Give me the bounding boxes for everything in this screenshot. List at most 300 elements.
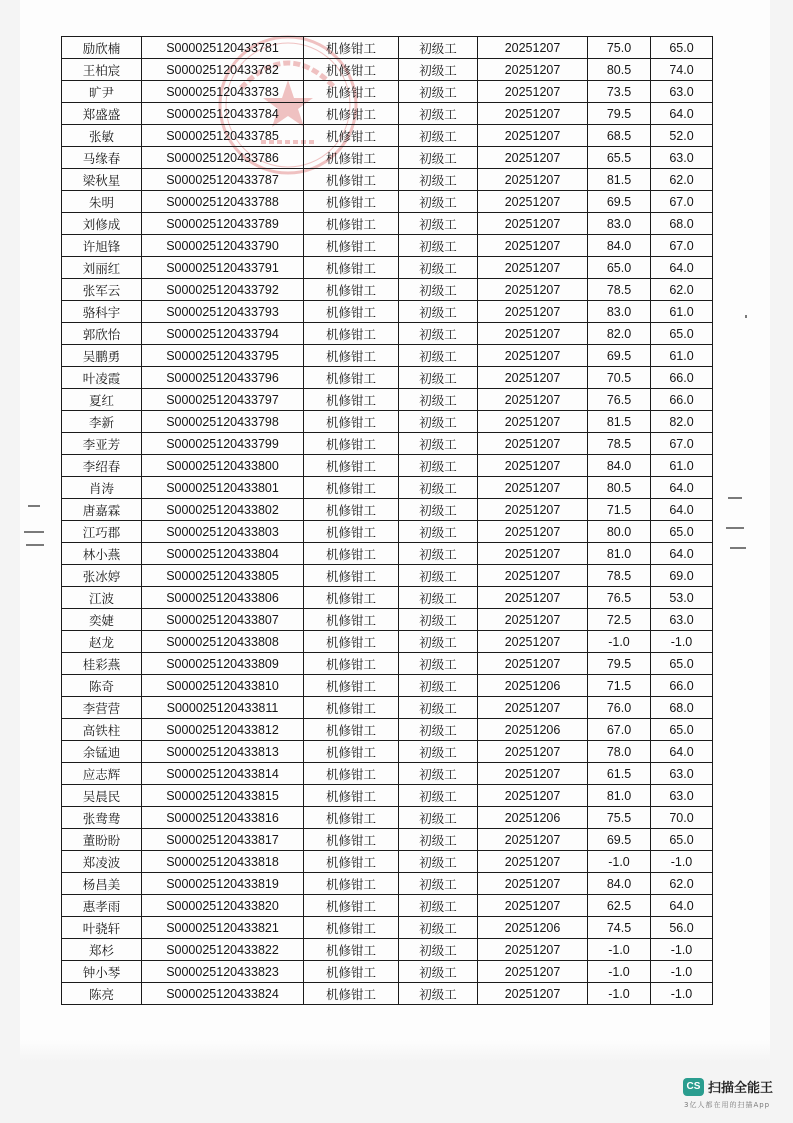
table-row: [62, 455, 713, 477]
practical-score: 67.0: [651, 191, 713, 213]
theory-score: 67.0: [588, 719, 651, 741]
exam-date: 20251207: [478, 763, 588, 785]
theory-score: 81.5: [588, 169, 651, 191]
practical-score: 66.0: [651, 367, 713, 389]
practical-score: 53.0: [651, 587, 713, 609]
theory-score: 81.5: [588, 411, 651, 433]
theory-score: 78.5: [588, 433, 651, 455]
skill-level: 初级工: [399, 37, 478, 59]
practical-score: 64.0: [651, 103, 713, 125]
practical-score: 65.0: [651, 37, 713, 59]
practical-score: 70.0: [651, 807, 713, 829]
job-type: 机修钳工: [304, 895, 399, 917]
theory-score: 79.5: [588, 653, 651, 675]
exam-date: 20251207: [478, 939, 588, 961]
practical-score: 62.0: [651, 873, 713, 895]
practical-score: 65.0: [651, 719, 713, 741]
scanner-tagline: 3亿人都在用的扫描App: [684, 1101, 771, 1109]
certificate-number: S000025120433785: [142, 125, 304, 147]
job-type: 机修钳工: [304, 301, 399, 323]
exam-date: 20251207: [478, 345, 588, 367]
job-type: 机修钳工: [304, 565, 399, 587]
candidate-name: 许旭锋: [62, 235, 142, 257]
practical-score: 68.0: [651, 697, 713, 719]
certificate-number: S000025120433817: [142, 829, 304, 851]
table-row: [62, 653, 713, 675]
skill-level: 初级工: [399, 257, 478, 279]
theory-score: 84.0: [588, 873, 651, 895]
exam-date: 20251207: [478, 279, 588, 301]
certificate-number: S000025120433781: [142, 37, 304, 59]
certificate-number: S000025120433791: [142, 257, 304, 279]
practical-score: -1.0: [651, 983, 713, 1005]
exam-date: 20251207: [478, 741, 588, 763]
practical-score: 63.0: [651, 785, 713, 807]
practical-score: 69.0: [651, 565, 713, 587]
candidate-name: 夏红: [62, 389, 142, 411]
candidate-name: 江巧郡: [62, 521, 142, 543]
table-row: [62, 565, 713, 587]
theory-score: 80.5: [588, 477, 651, 499]
candidate-name: 陈亮: [62, 983, 142, 1005]
skill-level: 初级工: [399, 983, 478, 1005]
table-row: [62, 37, 713, 59]
exam-date: 20251207: [478, 389, 588, 411]
certificate-number: S000025120433814: [142, 763, 304, 785]
theory-score: 78.5: [588, 279, 651, 301]
job-type: 机修钳工: [304, 675, 399, 697]
candidate-name: 李新: [62, 411, 142, 433]
table-row: [62, 235, 713, 257]
theory-score: 75.5: [588, 807, 651, 829]
theory-score: 69.5: [588, 345, 651, 367]
theory-score: 76.5: [588, 587, 651, 609]
scanner-brand-name: 扫描全能王: [708, 1081, 774, 1096]
skill-level: 初级工: [399, 741, 478, 763]
practical-score: 64.0: [651, 543, 713, 565]
theory-score: 65.5: [588, 147, 651, 169]
skill-level: 初级工: [399, 763, 478, 785]
theory-score: 72.5: [588, 609, 651, 631]
table-row: [62, 609, 713, 631]
practical-score: 63.0: [651, 763, 713, 785]
practical-score: -1.0: [651, 961, 713, 983]
exam-date: 20251207: [478, 147, 588, 169]
job-type: 机修钳工: [304, 389, 399, 411]
candidate-name: 惠孝雨: [62, 895, 142, 917]
theory-score: 81.0: [588, 543, 651, 565]
candidate-name: 朱明: [62, 191, 142, 213]
table-row: [62, 81, 713, 103]
theory-score: 73.5: [588, 81, 651, 103]
candidate-name: 桂彩燕: [62, 653, 142, 675]
certificate-number: S000025120433809: [142, 653, 304, 675]
skill-level: 初级工: [399, 807, 478, 829]
job-type: 机修钳工: [304, 719, 399, 741]
candidate-name: 赵龙: [62, 631, 142, 653]
skill-level: 初级工: [399, 587, 478, 609]
job-type: 机修钳工: [304, 499, 399, 521]
table-row: [62, 323, 713, 345]
certificate-number: S000025120433824: [142, 983, 304, 1005]
certificate-number: S000025120433790: [142, 235, 304, 257]
exam-date: 20251207: [478, 169, 588, 191]
table-row: [62, 499, 713, 521]
candidate-name: 张军云: [62, 279, 142, 301]
candidate-name: 叶骁轩: [62, 917, 142, 939]
exam-date: 20251207: [478, 587, 588, 609]
practical-score: 68.0: [651, 213, 713, 235]
practical-score: 82.0: [651, 411, 713, 433]
exam-date: 20251207: [478, 37, 588, 59]
job-type: 机修钳工: [304, 543, 399, 565]
job-type: 机修钳工: [304, 367, 399, 389]
table-row: [62, 587, 713, 609]
skill-level: 初级工: [399, 59, 478, 81]
candidate-name: 骆科宇: [62, 301, 142, 323]
candidate-name: 叶凌霞: [62, 367, 142, 389]
table-row: [62, 367, 713, 389]
skill-level: 初级工: [399, 719, 478, 741]
job-type: 机修钳工: [304, 961, 399, 983]
skill-level: 初级工: [399, 213, 478, 235]
certificate-number: S000025120433783: [142, 81, 304, 103]
table-row: [62, 829, 713, 851]
candidate-name: 郑杉: [62, 939, 142, 961]
table-row: [62, 895, 713, 917]
candidate-name: 董盼盼: [62, 829, 142, 851]
job-type: 机修钳工: [304, 345, 399, 367]
exam-date: 20251207: [478, 873, 588, 895]
skill-level: 初级工: [399, 125, 478, 147]
candidate-name: 郑凌波: [62, 851, 142, 873]
theory-score: -1.0: [588, 631, 651, 653]
candidate-name: 肖涛: [62, 477, 142, 499]
candidate-name: 奕婕: [62, 609, 142, 631]
candidate-name: 吴鹏勇: [62, 345, 142, 367]
exam-date: 20251206: [478, 719, 588, 741]
skill-level: 初级工: [399, 455, 478, 477]
theory-score: 79.5: [588, 103, 651, 125]
skill-level: 初级工: [399, 609, 478, 631]
certificate-number: S000025120433793: [142, 301, 304, 323]
skill-level: 初级工: [399, 81, 478, 103]
certificate-number: S000025120433782: [142, 59, 304, 81]
candidate-name: 励欣楠: [62, 37, 142, 59]
skill-level: 初级工: [399, 389, 478, 411]
table-row: [62, 983, 713, 1005]
practical-score: 67.0: [651, 235, 713, 257]
candidate-name: 刘丽红: [62, 257, 142, 279]
candidate-name: 张敏: [62, 125, 142, 147]
scan-noise-mark: [24, 531, 44, 533]
exam-date: 20251207: [478, 213, 588, 235]
skill-level: 初级工: [399, 697, 478, 719]
skill-level: 初级工: [399, 961, 478, 983]
candidate-name: 刘修成: [62, 213, 142, 235]
skill-level: 初级工: [399, 521, 478, 543]
candidate-name: 钟小琴: [62, 961, 142, 983]
table-row: [62, 697, 713, 719]
skill-level: 初级工: [399, 147, 478, 169]
practical-score: 66.0: [651, 389, 713, 411]
exam-date: 20251207: [478, 59, 588, 81]
job-type: 机修钳工: [304, 59, 399, 81]
certificate-number: S000025120433796: [142, 367, 304, 389]
theory-score: 76.0: [588, 697, 651, 719]
job-type: 机修钳工: [304, 37, 399, 59]
table-row: [62, 279, 713, 301]
table-row: [62, 213, 713, 235]
certificate-number: S000025120433813: [142, 741, 304, 763]
job-type: 机修钳工: [304, 785, 399, 807]
certificate-number: S000025120433808: [142, 631, 304, 653]
theory-score: 82.0: [588, 323, 651, 345]
job-type: 机修钳工: [304, 279, 399, 301]
table-row: [62, 125, 713, 147]
skill-level: 初级工: [399, 499, 478, 521]
certificate-number: S000025120433798: [142, 411, 304, 433]
job-type: 机修钳工: [304, 807, 399, 829]
skill-level: 初级工: [399, 939, 478, 961]
exam-date: 20251206: [478, 917, 588, 939]
job-type: 机修钳工: [304, 873, 399, 895]
certificate-number: S000025120433799: [142, 433, 304, 455]
theory-score: 84.0: [588, 455, 651, 477]
theory-score: 71.5: [588, 499, 651, 521]
practical-score: 66.0: [651, 675, 713, 697]
skill-level: 初级工: [399, 829, 478, 851]
exam-date: 20251207: [478, 521, 588, 543]
theory-score: 62.5: [588, 895, 651, 917]
certificate-number: S000025120433816: [142, 807, 304, 829]
scan-noise-mark: [730, 547, 746, 549]
skill-level: 初级工: [399, 543, 478, 565]
candidate-name: 江波: [62, 587, 142, 609]
practical-score: 61.0: [651, 301, 713, 323]
certificate-number: S000025120433802: [142, 499, 304, 521]
job-type: 机修钳工: [304, 235, 399, 257]
job-type: 机修钳工: [304, 213, 399, 235]
table-row: [62, 543, 713, 565]
practical-score: 63.0: [651, 147, 713, 169]
job-type: 机修钳工: [304, 653, 399, 675]
certificate-number: S000025120433806: [142, 587, 304, 609]
practical-score: 65.0: [651, 653, 713, 675]
job-type: 机修钳工: [304, 125, 399, 147]
certificate-number: S000025120433815: [142, 785, 304, 807]
table-row: [62, 521, 713, 543]
skill-level: 初级工: [399, 345, 478, 367]
candidate-name: 马缘春: [62, 147, 142, 169]
practical-score: 74.0: [651, 59, 713, 81]
skill-level: 初级工: [399, 785, 478, 807]
table-row: [62, 785, 713, 807]
certificate-number: S000025120433789: [142, 213, 304, 235]
practical-score: 62.0: [651, 169, 713, 191]
job-type: 机修钳工: [304, 521, 399, 543]
job-type: 机修钳工: [304, 917, 399, 939]
exam-date: 20251207: [478, 565, 588, 587]
skill-level: 初级工: [399, 653, 478, 675]
certificate-number: S000025120433784: [142, 103, 304, 125]
job-type: 机修钳工: [304, 81, 399, 103]
theory-score: 70.5: [588, 367, 651, 389]
practical-score: -1.0: [651, 631, 713, 653]
exam-date: 20251207: [478, 697, 588, 719]
table-row: [62, 917, 713, 939]
exam-date: 20251207: [478, 543, 588, 565]
table-row: [62, 257, 713, 279]
practical-score: 63.0: [651, 609, 713, 631]
table-row: [62, 939, 713, 961]
job-type: 机修钳工: [304, 741, 399, 763]
scanner-watermark-logo: [683, 1077, 773, 1096]
certificate-number: S000025120433805: [142, 565, 304, 587]
practical-score: 65.0: [651, 521, 713, 543]
table-row: [62, 631, 713, 653]
table-row: [62, 411, 713, 433]
table-row: [62, 389, 713, 411]
candidate-name: 郑盛盛: [62, 103, 142, 125]
scan-noise-mark: [26, 544, 44, 546]
candidate-name: 林小燕: [62, 543, 142, 565]
theory-score: 80.0: [588, 521, 651, 543]
table-row: [62, 433, 713, 455]
exam-date: 20251206: [478, 807, 588, 829]
candidate-name: 杨昌美: [62, 873, 142, 895]
theory-score: -1.0: [588, 961, 651, 983]
exam-date: 20251207: [478, 499, 588, 521]
theory-score: -1.0: [588, 983, 651, 1005]
exam-date: 20251207: [478, 631, 588, 653]
job-type: 机修钳工: [304, 939, 399, 961]
exam-date: 20251207: [478, 433, 588, 455]
job-type: 机修钳工: [304, 411, 399, 433]
skill-level: 初级工: [399, 917, 478, 939]
job-type: 机修钳工: [304, 851, 399, 873]
candidate-name: 梁秋星: [62, 169, 142, 191]
candidate-name: 张鸯鸯: [62, 807, 142, 829]
scan-noise-mark: [728, 497, 742, 499]
certificate-number: S000025120433812: [142, 719, 304, 741]
certificate-number: S000025120433823: [142, 961, 304, 983]
skill-level: 初级工: [399, 565, 478, 587]
theory-score: 76.5: [588, 389, 651, 411]
practical-score: 61.0: [651, 345, 713, 367]
practical-score: 61.0: [651, 455, 713, 477]
job-type: 机修钳工: [304, 587, 399, 609]
practical-score: 64.0: [651, 741, 713, 763]
candidate-name: 吴晨民: [62, 785, 142, 807]
theory-score: 78.0: [588, 741, 651, 763]
skill-level: 初级工: [399, 169, 478, 191]
job-type: 机修钳工: [304, 697, 399, 719]
practical-score: 56.0: [651, 917, 713, 939]
theory-score: 69.5: [588, 829, 651, 851]
table-row: [62, 103, 713, 125]
job-type: 机修钳工: [304, 763, 399, 785]
skill-level: 初级工: [399, 191, 478, 213]
exam-date: 20251207: [478, 895, 588, 917]
skill-level: 初级工: [399, 367, 478, 389]
certificate-number: S000025120433794: [142, 323, 304, 345]
exam-date: 20251206: [478, 675, 588, 697]
certificate-number: S000025120433788: [142, 191, 304, 213]
scan-noise-mark: [745, 315, 747, 318]
job-type: 机修钳工: [304, 455, 399, 477]
skill-level: 初级工: [399, 323, 478, 345]
practical-score: 64.0: [651, 257, 713, 279]
certificate-number: S000025120433801: [142, 477, 304, 499]
practical-score: 65.0: [651, 829, 713, 851]
job-type: 机修钳工: [304, 983, 399, 1005]
skill-level: 初级工: [399, 631, 478, 653]
skill-level: 初级工: [399, 851, 478, 873]
skill-level: 初级工: [399, 477, 478, 499]
theory-score: 78.5: [588, 565, 651, 587]
exam-date: 20251207: [478, 323, 588, 345]
job-type: 机修钳工: [304, 257, 399, 279]
table-row: [62, 873, 713, 895]
practical-score: 64.0: [651, 499, 713, 521]
scan-noise-mark: [28, 505, 40, 507]
camscanner-icon: CS: [683, 1078, 704, 1096]
certificate-number: S000025120433822: [142, 939, 304, 961]
exam-date: 20251207: [478, 367, 588, 389]
table-row: [62, 345, 713, 367]
job-type: 机修钳工: [304, 103, 399, 125]
skill-level: 初级工: [399, 279, 478, 301]
table-row: [62, 961, 713, 983]
candidate-name: 唐嘉霖: [62, 499, 142, 521]
exam-date: 20251207: [478, 851, 588, 873]
candidate-name: 李营营: [62, 697, 142, 719]
table-body: [62, 37, 713, 1005]
job-type: 机修钳工: [304, 609, 399, 631]
theory-score: 83.0: [588, 213, 651, 235]
skill-level: 初级工: [399, 873, 478, 895]
practical-score: -1.0: [651, 851, 713, 873]
certificate-number: S000025120433818: [142, 851, 304, 873]
certificate-number: S000025120433821: [142, 917, 304, 939]
certificate-number: S000025120433810: [142, 675, 304, 697]
exam-date: 20251207: [478, 411, 588, 433]
exam-date: 20251207: [478, 455, 588, 477]
theory-score: 68.5: [588, 125, 651, 147]
exam-date: 20251207: [478, 785, 588, 807]
theory-score: 84.0: [588, 235, 651, 257]
skill-level: 初级工: [399, 433, 478, 455]
exam-date: 20251207: [478, 961, 588, 983]
certificate-number: S000025120433804: [142, 543, 304, 565]
certificate-number: S000025120433820: [142, 895, 304, 917]
exam-date: 20251207: [478, 103, 588, 125]
practical-score: 65.0: [651, 323, 713, 345]
theory-score: 80.5: [588, 59, 651, 81]
table-row: [62, 169, 713, 191]
exam-date: 20251207: [478, 81, 588, 103]
candidate-name: 应志辉: [62, 763, 142, 785]
practical-score: 64.0: [651, 477, 713, 499]
practical-score: 63.0: [651, 81, 713, 103]
theory-score: 81.0: [588, 785, 651, 807]
exam-date: 20251207: [478, 653, 588, 675]
theory-score: 61.5: [588, 763, 651, 785]
certificate-number: S000025120433792: [142, 279, 304, 301]
skill-level: 初级工: [399, 411, 478, 433]
skill-level: 初级工: [399, 235, 478, 257]
